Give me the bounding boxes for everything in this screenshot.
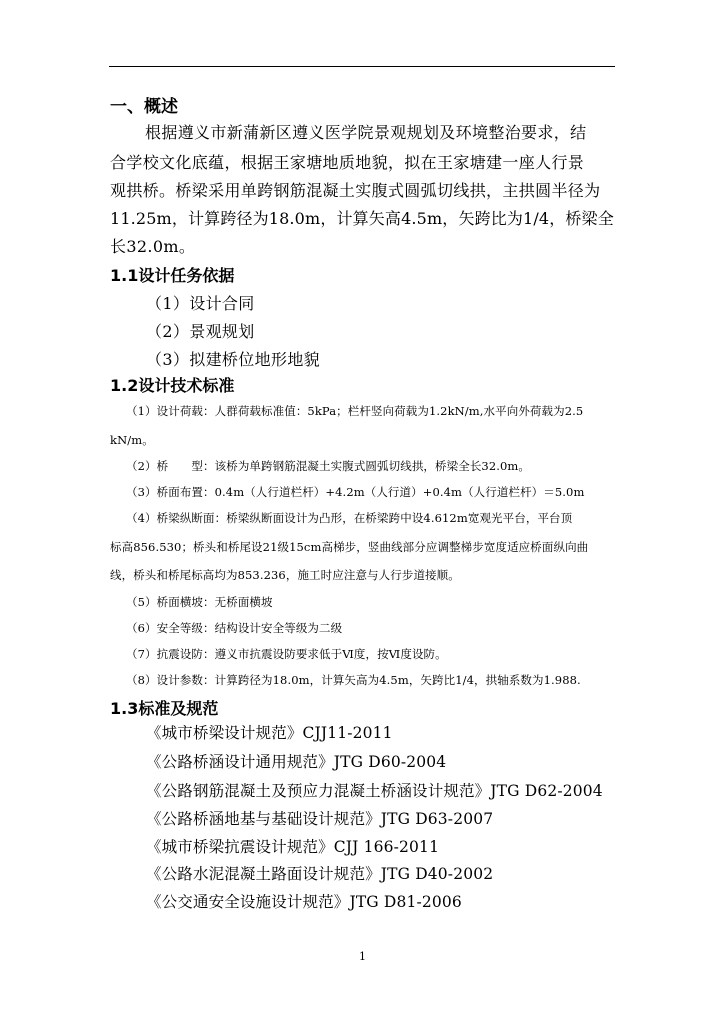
list-item: （2）景观规划: [146, 322, 255, 341]
page-number: 1: [359, 950, 366, 963]
code-reference: 《公路水泥混凝土路面设计规范》JTG D40-2002: [146, 865, 494, 883]
standard-line: 线，桥头和桥尾标高均为853.236，施工时应注意与人行步道接顺。: [110, 568, 460, 582]
paragraph-line: 合学校文化底蕴，根据王家塘地质地貌，拟在王家塘建一座人行景: [110, 153, 585, 172]
code-reference: 《公路桥涵设计通用规范》JTG D60-2004: [146, 753, 447, 771]
standard-line: kN/m。: [110, 433, 154, 447]
paragraph-line: 根据遵义市新蒲新区遵义医学院景观规划及环境整治要求，结: [145, 123, 587, 142]
code-reference: 《公路钢筋混凝土及预应力混凝土桥涵设计规范》JTG D62-2004: [146, 782, 603, 800]
paragraph-line: 观拱桥。桥梁采用单跨钢筋混凝土实腹式圆弧切线拱，主拱圆半径为: [110, 181, 601, 200]
section-heading-overview: 一、概述: [110, 97, 178, 117]
list-item: （1）设计合同: [146, 294, 255, 313]
standard-line: （1）设计荷载：人群荷载标准值：5kPa；栏杆竖向荷载为1.2kN/m,水平向外荷载为2.5: [126, 404, 584, 418]
code-reference: 《城市桥梁设计规范》CJJ11-2011: [146, 724, 393, 742]
code-reference: 《公路桥涵地基与基础设计规范》JTG D63-2007: [146, 810, 494, 828]
paragraph-line: 长32.0m。: [110, 237, 196, 256]
standard-line: （8）设计参数：计算跨径为18.0m，计算矢高为4.5m，矢跨比1/4，拱轴系数为1.988.: [126, 673, 581, 687]
standard-line: 标高856.530；桥头和桥尾设21级15cm高梯步，竖曲线部分应调整梯步宽度适应桥面纵向曲: [110, 540, 589, 554]
code-reference: 《城市桥梁抗震设计规范》CJJ 166-2011: [146, 838, 440, 856]
standard-line: （6）安全等级：结构设计安全等级为二级: [126, 621, 343, 635]
standard-line: （4）桥梁纵断面：桥梁纵断面设计为凸形，在桥梁跨中设4.612m宽观光平台，平台顶: [126, 511, 573, 525]
standard-line: （2）桥 型：该桥为单跨钢筋混凝土实腹式圆弧切线拱，桥梁全长32.0m。: [126, 459, 531, 473]
paragraph-line: 11.25m，计算跨径为18.0m，计算矢高4.5m，矢跨比为1/4，桥梁全: [110, 209, 614, 228]
section-heading-technical-standards: 1.2设计技术标准: [110, 376, 235, 395]
standard-line: （5）桥面横坡：无桥面横坡: [126, 595, 273, 609]
standard-line: （7）抗震设防：遵义市抗震设防要求低于Ⅵ度，按Ⅵ度设防。: [126, 647, 447, 661]
list-item: （3）拟建桥位地形地貌: [146, 350, 321, 369]
code-reference: 《公交通安全设施设计规范》JTG D81-2006: [146, 893, 462, 911]
header-rule: [109, 66, 615, 67]
section-heading-codes: 1.3标准及规范: [110, 699, 219, 718]
section-heading-design-basis: 1.1设计任务依据: [110, 266, 235, 285]
standard-line: （3）桥面布置：0.4m（人行道栏杆）+4.2m（人行道）+0.4m（人行道栏杆）＝5.0m: [126, 485, 585, 499]
